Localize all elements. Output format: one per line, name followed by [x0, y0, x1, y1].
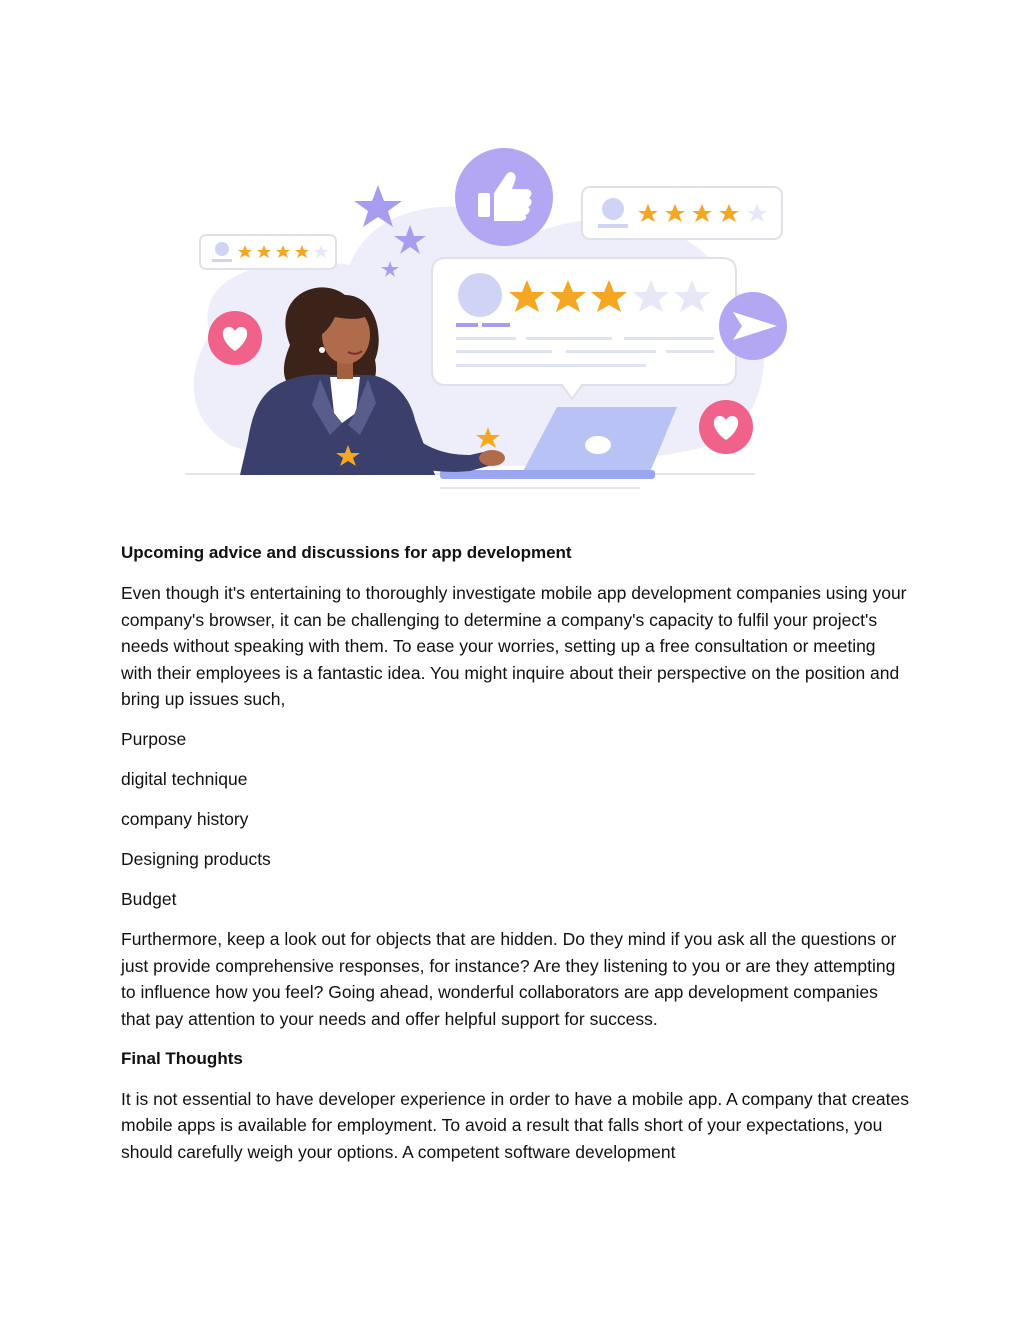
small-review-card-left [200, 235, 336, 269]
small-review-card-right [582, 187, 782, 239]
user-avatar-icon [458, 273, 502, 317]
list-item: Budget [121, 889, 177, 909]
section-heading-final: Final Thoughts [121, 1048, 243, 1068]
heart-icon [208, 311, 262, 365]
article-body [121, 540, 911, 1179]
list-item: company history [121, 809, 249, 829]
review-illustration [170, 145, 800, 500]
main-review-card [432, 258, 736, 399]
list-item: Purpose [121, 729, 187, 749]
intro-paragraph: Even though it's entertaining to thoroughly investigate mobile app development companies using your company's browser, it can be challenging to determine a company's capacity to fulfil your project's needs without speaking with them. To ease your worries, setting up a free consultation or meeting with their employees is a fantastic idea. You might inquire about their perspective on the position and bring up issues such, [121, 583, 907, 709]
closing-paragraph: It is not essential to have developer experience in order to have a mobile app. A company that creates mobile apps is available for employment. To avoid a result that falls short of your expectations, you should carefully weigh your options. A competent software development [121, 1088, 909, 1162]
thumbs-up-icon [455, 148, 553, 246]
list-item: digital technique [121, 769, 248, 789]
send-icon [719, 292, 787, 360]
heart-icon [699, 400, 753, 454]
body-paragraph: Furthermore, keep a look out for objects that are hidden. Do they mind if you ask all the questions or just provide comprehensive responses, for instance? Are they listening to you or are they attempting to influence how you feel? Going ahead, wonderful collaborators are app development companies that pay attention to your needs and offer helpful support for success. [121, 929, 897, 1029]
list-item: Designing products [121, 849, 271, 869]
section-heading: Upcoming advice and discussions for app development [121, 543, 572, 562]
